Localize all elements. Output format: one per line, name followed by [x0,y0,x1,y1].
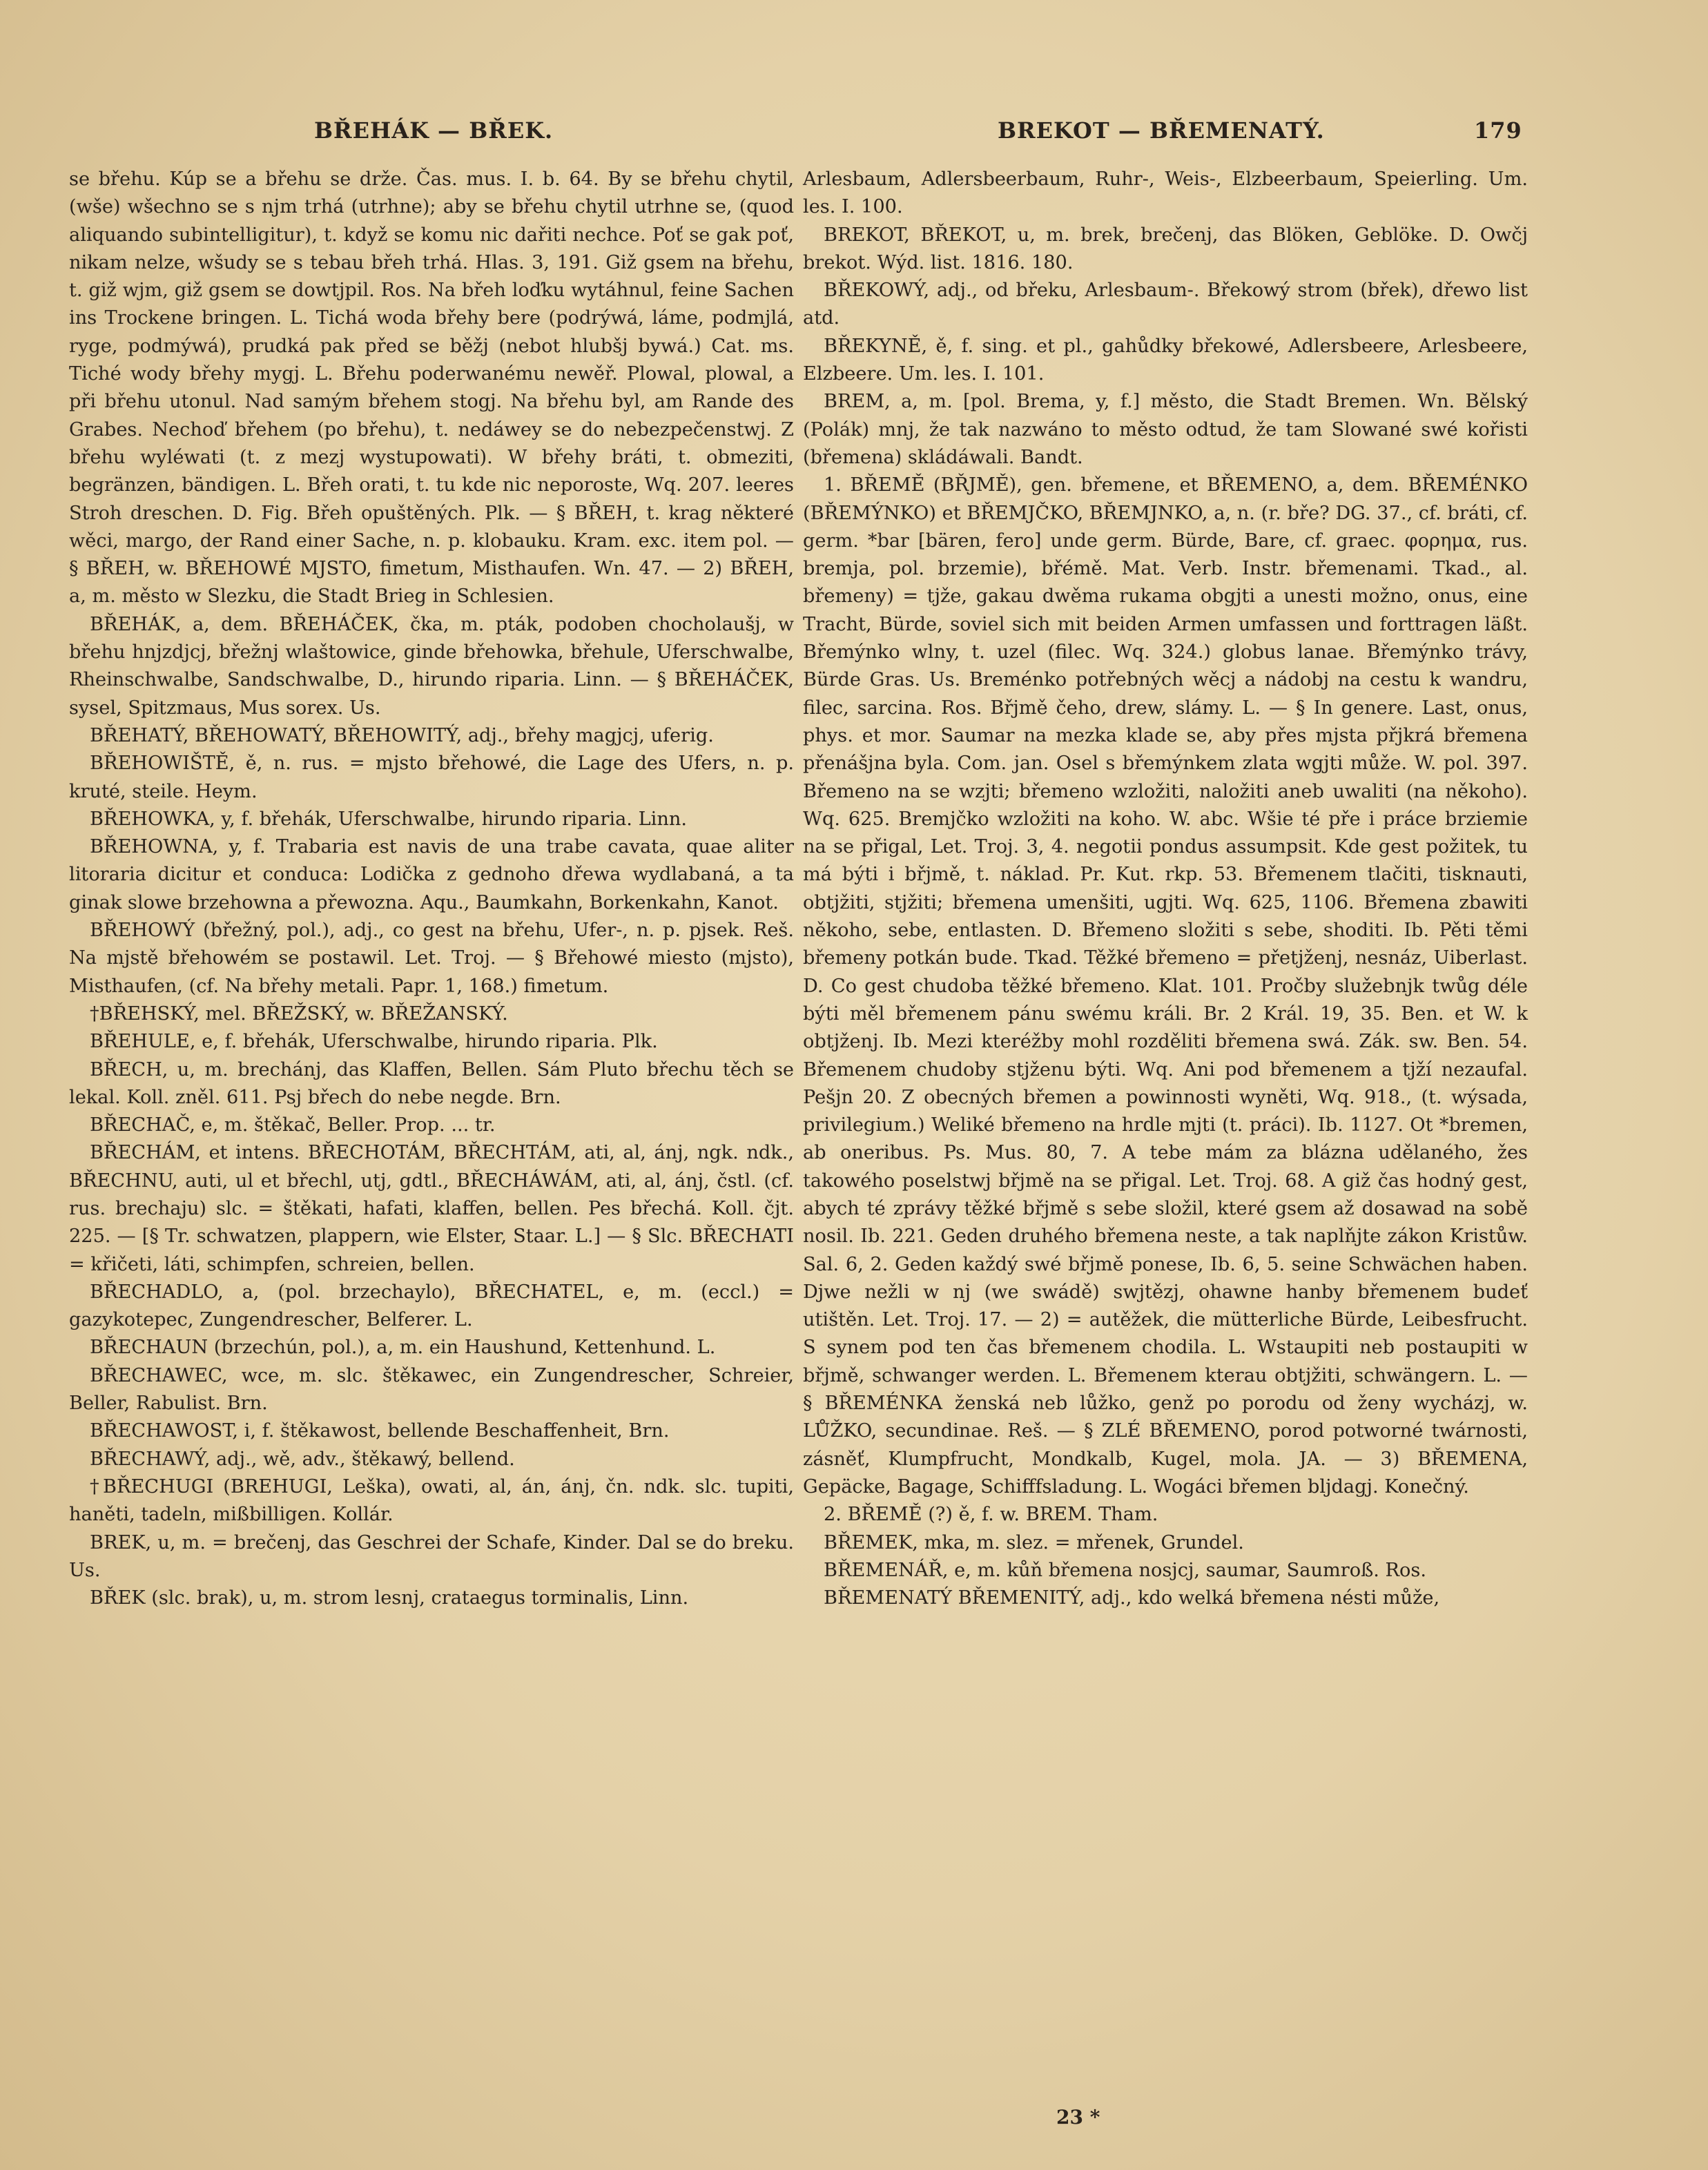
dictionary-entry: BŘECH, u, m. brechánj, das Klaffen, Bellen. Sám Pluto břechu těch se lekal. Koll. zněl. 611. Psj břech do nebe negde. Brn. [69,1058,794,1108]
dictionary-entry: BREM, a, m. [pol. Brema, y, f.] město, die Stadt Bremen. Wn. Bělský (Polák) mnj, že tak nazwáno to město odtud, že tam Slowané swé kořisti (břemena) skládáwali. Bandt. [803,391,1528,468]
dictionary-entry: BŘEHOWÝ (břežný, pol.), adj., co gest na břehu, Ufer-, n. p. pjsek. Reš. Na mjstě břehowém se postawil. Let. Troj. — § Břehowé miesto (mjsto), Misthaufen, (cf. Na břehy metali. Papr. 1, 168.) fimetum. [69,920,794,997]
dictionary-entry: BŘEHATÝ, BŘEHOWATÝ, BŘEHOWITÝ, adj., břehy magjcj, uferig. [90,724,714,746]
dictionary-entry: BREK, u, m. = brečenj, das Geschrei der Schafe, Kinder. Dal se do breku. Us. [69,1531,794,1581]
page-header [0,117,1708,152]
page-number: 179 [1474,117,1522,144]
dictionary-entry: BŘECHAWÝ, adj., wě, adv., štěkawý, bellend. [90,1448,515,1470]
dictionary-entry: BŘECHAWEC, wce, m. slc. štěkawec, ein Zungendrescher, Schreier, Beller, Rabulist. Brn. [69,1364,794,1415]
dictionary-entry: BŘEK (slc. brak), u, m. strom lesnj, crataegus torminalis, Linn. [90,1587,689,1609]
dictionary-entry: BŘECHAUN (brzechún, pol.), a, m. ein Haushund, Kettenhund. L. [90,1337,716,1359]
entry-continuation: Arlesbaum, Adlersbeerbaum, Ruhr-, Weis-, Elzbeerbaum, Speierling. Um. les. I. 100. [803,168,1528,218]
dictionary-entry: BŘEKOWÝ, adj., od břeku, Arlesbaum-. Břekowý strom (břek), dřewo list atd. [803,280,1528,329]
dictionary-entry: †BŘEHSKÝ, mel. BŘEŽSKÝ, w. BŘEŽANSKÝ. [90,1002,508,1025]
dictionary-entry: BŘEHULE, e, f. břehák, Uferschwalbe, hirundo riparia. Plk. [90,1031,658,1053]
left-running-head: BŘEHÁK — BŘEK. [314,117,554,144]
dictionary-entry: BŘECHÁM, et intens. BŘECHOTÁM, BŘECHTÁM, ati, al, ánj, ngk. ndk., BŘECHNU, auti, ul et břechl, utj, gdtl., BŘECHÁWÁM, ati, al, ánj, čstl. (cf. rus. brechaju) slc. = štěkati, hafati, klaffen, bellen. Pes břechá. Koll. čjt. 225. — [§ Tr. schwatzen, plappern, wie Elster, Staar. L.] — § Slc. BŘECHATI = křičeti, láti, schimpfen, schreien, bellen. [69,1142,794,1275]
dictionary-entry: BŘEHÁK, a, dem. BŘEHÁČEK, čka, m. pták, podoben chocholaušj, w břehu hnjzdjcj, břežnj wlaštowice, ginde břehowka, břehule, Uferschwalbe, Rheinschwalbe, Sandschwalbe, D., hirundo riparia. Linn. — § BŘEHÁČEK, sysel, Spitzmaus, Mus sorex. Us. [69,613,794,719]
dictionary-entry: BŘEMEK, mka, m. slez. = mřenek, Grundel. [824,1531,1244,1553]
dictionary-entry: BŘEKYNĚ, ě, f. sing. et pl., gahůdky břekowé, Adlersbeere, Arlesbeere, Elzbeere. Um. les. I. 101. [803,335,1528,385]
dictionary-entry: BREKOT, BŘEKOT, u, m. brek, brečenj, das Blöken, Geblöke. D. Owčj brekot. Wýd. list. 1816. 180. [803,224,1528,273]
dictionary-entry: BŘEHOWIŠTĚ, ě, n. rus. = mjsto břehowé, die Lage des Ufers, n. p. kruté, steile. Heym. [69,753,794,802]
dictionary-entry: †BŘECHUGI (BREHUGI, Leška), owati, al, án, ánj, čn. ndk. slc. tupiti, haněti, tadeln, mißbilligen. Kollár. [69,1475,794,1526]
right-column [803,166,1528,1612]
dictionary-entry: BŘEHOWNA, y, f. Trabaria est navis de una trabe cavata, quae aliter litoraria dicitur et conduca: Lodička z gednoho dřewa wydlabaná, a ta ginak slowe brzehowna a přewozna. Aqu., Baumkahn, Borkenkahn, Kanot. [69,836,794,913]
dictionary-entry: BŘECHADLO, a, (pol. brzechaylo), BŘECHATEL, e, m. (eccl.) = gazykotepec, Zungendrescher, Belferer. L. [69,1281,794,1331]
dictionary-entry: 1. BŘEMĚ (BŘJMĚ), gen. břemene, et BŘEMENO, a, dem. BŘEMÉNKO (BŘEMÝNKO) et BŘEMJČKO, BŘEMJNKO, a, n. (r. bře? DG. 37., cf. bráti, cf. germ. *bar [bären, fero] unde germ. Bürde, Bare, cf. graec. φορημα, rus. bremja, pol. brzemie), břémě. Mat. Verb. Instr. břemenami. Tkad., al. břemeny) = tjže, gakau dwěma rukama obgjti a unesti možno, onus, eine Tracht, Bürde, soviel sich mit beiden Armen umfassen und forttragen läßt. Břemýnko wlny, t. uzel (filec. Wq. 324.) globus lanae. Břemýnko trávy, Bürde Gras. Us. Breménko potřebných wěcj a nádobj na cestu k wandru, filec, sarcina. Ros. Břjmě čeho, drew, slámy. L. — § In genere. Last, onus, phys. et mor. Saumar na mezka klade se, aby přes mjsta přjkrá břemena přenášjna byla. Com. jan. Osel s břemýnkem zlata wgjti může. W. pol. 397. Břemeno na se wzjti; břemeno wzložiti, naložiti aneb uwaliti (na někoho). Wq. 625. Bremjčko wzložiti na koho. W. abc. Wšie té pře i práce brziemie na se přigal, Let. Troj. 3, 4. negotii pondus assumpsit. Kde gest požitek, tu má býti i břjmě, t. náklad. Pr. Kut. rkp. 53. Břemenem tlačiti, tisknauti, obtjžiti, stjžiti; břemena umenšiti, ugjti. Wq. 625, 1106. Břemena zbawiti někoho, sebe, entlasten. D. Břemeno složiti s sebe, shoditi. Ib. Pěti těmi břemeny potkán bude. Tkad. Těžké břemeno = přetjženj, nesnáz, Uiberlast. D. Co gest chudoba těžké břemeno. Klat. 101. Pročby služebnjk twůg déle býti měl břemenem pánu swému králi. Br. 2 Král. 19, 35. Ben. et W. k obtjženj. Ib. Mezi kteréžby mohl rozděliti břemena swá. Zák. sw. Ben. 54. Břemenem chudoby stjženu býti. Wq. Ani pod břemenem a tjží nezaufal. Pešjn 20. Z obecných břemen a powinnosti wyněti, Wq. 918., (t. wýsada, privilegium.) Weliké břemeno na hrdle mjti (t. práci). Ib. 1127. Ot *bremen, ab oneribus. Ps. Mus. 80, 7. A tebe mám za blázna udělaného, žes takowého poselstwj břjmě na se přigal. Let. Troj. 68. A giž čas hodný gest, abych té zprávy těžké břjmě s sebe složil, které gsem až dosawad na sobě nosil. Ib. 221. Geden druhého břemena neste, a tak naplňjte zákon Kristůw. Sal. 6, 2. Geden každý swé břjmě ponese, Ib. 6, 5. seine Schwächen haben. Djwe nežli w nj (we swádě) swjtězj, ohawne hanby břemenem budeť utištěn. Let. Troj. 17. — 2) = autěžek, die mütterliche Bürde, Leibesfrucht. S synem pod ten čas břemenem chodila. L. Wstaupiti neb postaupiti w břjmě, schwanger werden. L. Břemenem kterau obtjžiti, schwängern. L. — § BŘEMÉNKA ženská neb lůžko, genž po porodu od ženy wycházj, w. LŮŽKO, secundinae. Reš. — § ZLÉ BŘEMENO, porod potworné twárnosti, zásněť, Klumpfrucht, Mondkalb, Kugel, mola. JA. — 3) BŘEMENA, Gepäcke, Bagage, Schifffsladung. L. Wogáci břemen bljdagj. Konečný. [803,474,1528,1498]
dictionary-entry: BŘECHAČ, e, m. štěkač, Beller. Prop. ... tr. [90,1114,496,1136]
signature-mark: 23 * [1056,2106,1100,2129]
right-running-head: BREKOT — BŘEMENATÝ. [998,117,1325,144]
dictionary-entry: BŘEMENATÝ BŘEMENITÝ, adj., kdo welká břemena nésti může, [824,1587,1440,1609]
left-column [69,166,794,1612]
dictionary-entry: 2. BŘEMĚ (?) ě, f. w. BREM. Tham. [824,1504,1158,1526]
dictionary-entry: BŘECHAWOST, i, f. štěkawost, bellende Beschaffenheit, Brn. [90,1420,670,1442]
dictionary-entry: BŘEHOWKA, y, f. břehák, Uferschwalbe, hirundo riparia. Linn. [90,808,687,830]
dictionary-entry: BŘEMENÁŘ, e, m. kůň břemena nosjcj, saumar, Saumroß. Ros. [824,1559,1426,1581]
entry-continuation: se břehu. Kúp se a břehu se drže. Čas. mus. I. b. 64. By se břehu chytil, (wše) wšechno se s njm trhá (utrhne); aby se břehu chytil utrhne se, (quod aliquando subintelligitur), t. když se komu nic dařiti nechce. Poť se gak poť, nikam nelze, wšudy se s tebau břeh trhá. Hlas. 3, 191. Giž gsem na břehu, t. giž wjm, giž gsem se dowtjpil. Ros. Na břeh loďku wytáhnul, feine Sachen ins Trockene bringen. L. Tichá woda břehy bere (podrýwá, láme, podmjlá, ryge, podmýwá), prudká pak před se běžj (nebot hlubšj bywá.) Cat. ms. Tiché wody břehy mygj. L. Břehu poderwanému newěř. Plowal, plowal, a při břehu utonul. Nad samým břehem stogj. Na břehu byl, am Rande des Grabes. Nechoď břehem (po břehu), t. nedáwey se do nebezpečenstwj. Z břehu wyléwati (t. z mezj wystupowati). W břehy bráti, t. obmeziti, begränzen, bändigen. L. Břeh orati, t. tu kde nic neporoste, Wq. 207. leeres Stroh dreschen. D. Fig. Břeh opuštěných. Plk. — § BŘEH, t. krag některé wěci, margo, der Rand einer Sache, n. p. klobauku. Kram. exc. item pol. — § BŘEH, w. BŘEHOWÉ MJSTO, fimetum, Misthaufen. Wn. 47. — 2) BŘEH, a, m. město w Slezku, die Stadt Brieg in Schlesien. [69,168,794,608]
